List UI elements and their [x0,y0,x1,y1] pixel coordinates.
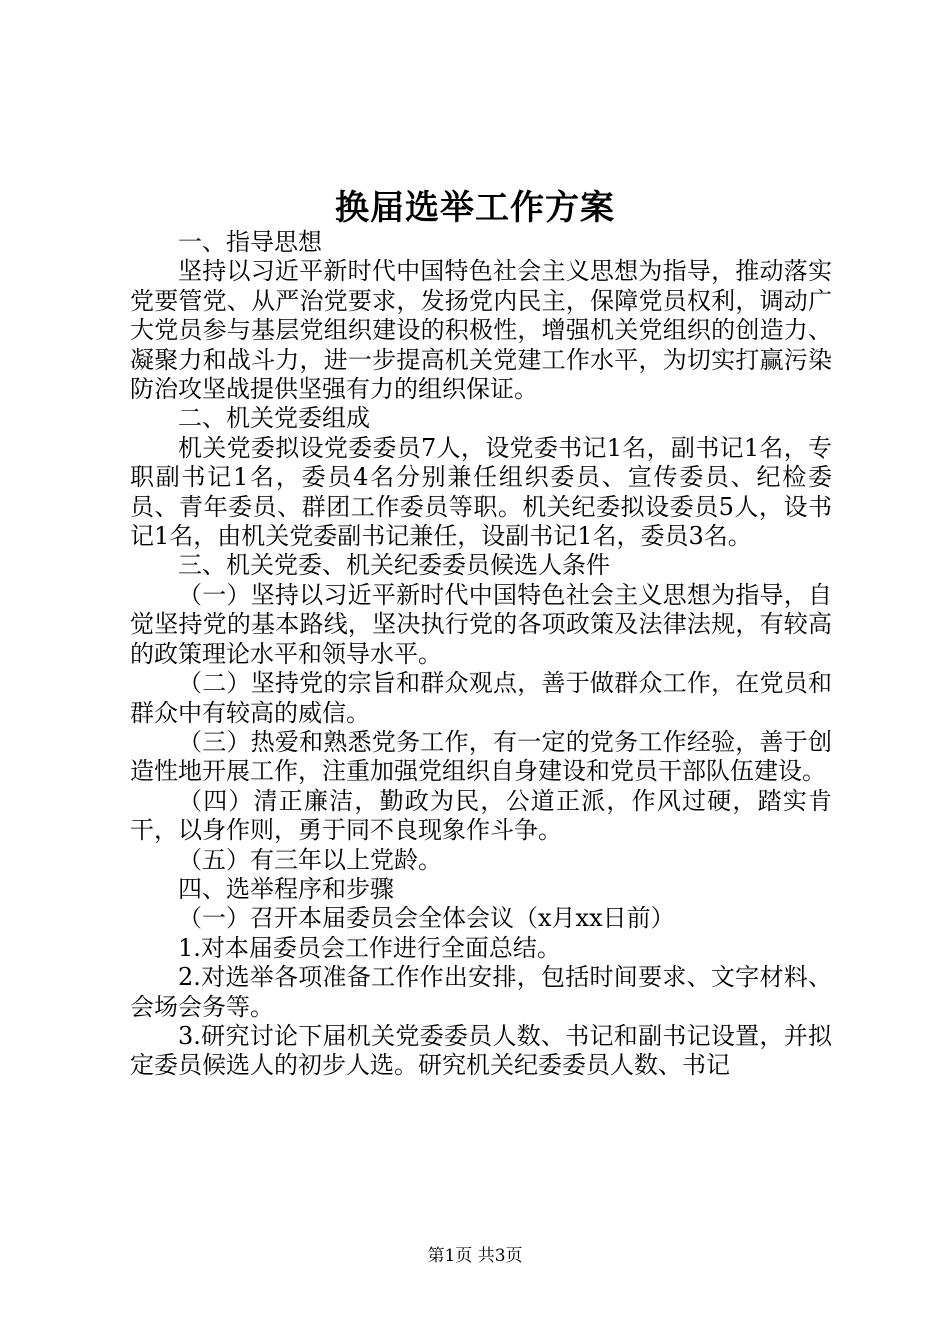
paragraph-committee-composition: 机关党委拟设党委委员7人，设党委书记1名，副书记1名，专职副书记1名，委员4名分别兼任组织委员、宣传委员、纪检委员、青年委员、群团工作委员等职。机关纪委拟设委员5人，设书记1名，由机关党委副书记兼任，设副书记1名，委员3名。 [130,433,832,551]
paragraph-procedure-item-3: 3.研究讨论下届机关党委委员人数、书记和副书记设置，并拟定委员候选人的初步人选。研究机关纪委委员人数、书记 [130,1021,832,1080]
section-heading-guiding-ideology: 一、指导思想 [178,228,322,256]
section-heading-committee-composition: 二、机关党委组成 [178,404,370,433]
paragraph-condition-3: （三）热爱和熟悉党务工作，有一定的党务工作经验，善于创造性地开展工作，注重加强党组织自身建设和党员干部队伍建设。 [130,727,832,786]
paragraph-condition-2: （二）坚持党的宗旨和群众观点，善于做群众工作，在党员和群众中有较高的威信。 [130,669,832,727]
section-heading-election-procedure: 四、选举程序和步骤 [178,874,394,903]
document-body [130,228,832,1081]
paragraph-procedure-item-2: 2.对选举各项准备工作作出安排，包括时间要求、文字材料、会场会务等。 [130,963,832,1021]
page-number-footer: 第1页 共3页 [427,1246,523,1266]
paragraph-procedure-step-1: （一）召开本届委员会全体会议（x月xx日前） [178,904,675,933]
paragraph-condition-4: （四）清正廉洁，勤政为民，公道正派，作风过硬，踏实肯干，以身作则，勇于同不良现象作斗争。 [130,786,832,845]
section-heading-candidate-conditions: 三、机关党委、机关纪委委员候选人条件 [178,551,610,580]
paragraph-guiding-ideology: 坚持以习近平新时代中国特色社会主义思想为指导，推动落实党要管党、从严治党要求，发扬党内民主，保障党员权利，调动广大党员参与基层党组织建设的积极性，增强机关党组织的创造力、凝聚力和战斗力，进一步提高机关党建工作水平，为切实打赢污染防治攻坚战提供坚强有力的组织保证。 [130,257,832,404]
paragraph-procedure-item-1: 1.对本届委员会工作进行全面总结。 [178,933,561,962]
document-title: 换届选举工作方案 [335,188,615,228]
paragraph-condition-1: （一）坚持以习近平新时代中国特色社会主义思想为指导，自觉坚持党的基本路线，坚决执行党的各项政策及法律法规，有较高的政策理论水平和领导水平。 [130,580,832,668]
paragraph-condition-5: （五）有三年以上党龄。 [178,845,442,874]
